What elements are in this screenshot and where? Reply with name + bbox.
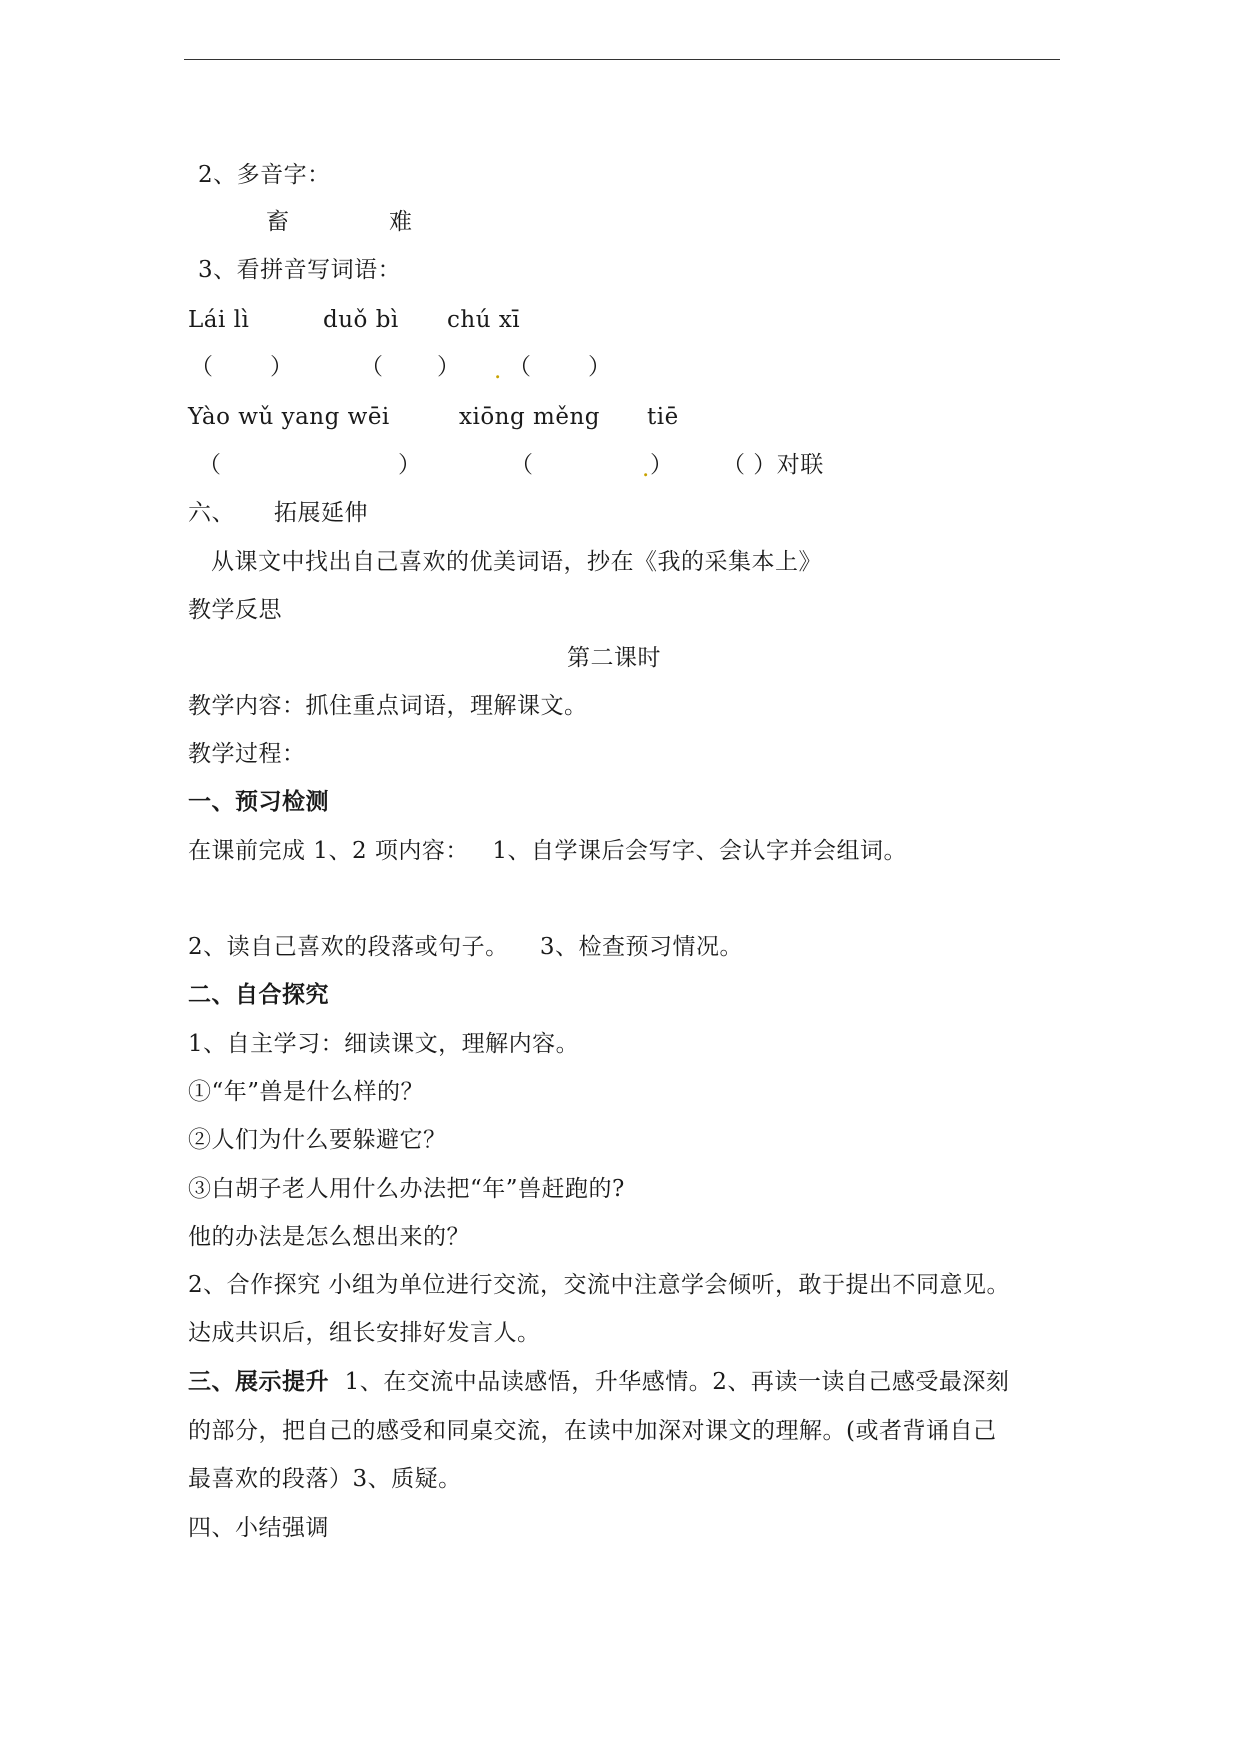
polyphone-heading: 2、多音字： [198,162,331,188]
polyphone-char-1: 畜 [266,209,290,235]
header-rule [184,59,1060,60]
preview-line-1: 在课前完成 1、2 项内容： 1、自学课后会写字、会认字并会组词。 [188,838,907,864]
question-3: ③白胡子老人用什么办法把“年”兽赶跑的? [188,1176,625,1202]
heading-show: 三、展示提升 [188,1368,329,1395]
show-line-3: 最喜欢的段落）3、质疑。 [188,1466,462,1492]
section-6-text: 从课文中找出自己喜欢的优美词语，抄在《我的采集本上》 [211,549,822,575]
stray-dot: . [494,358,502,384]
blank-open: （ [510,452,534,478]
pinyin-5: xiōng měng [459,404,600,430]
cooperation-line-2: 达成共识后，组长安排好发言人。 [188,1320,541,1346]
cooperation-line-1: 2、合作探究 小组为单位进行交流，交流中注意学会倾听，敢于提出不同意见。 [188,1272,1010,1298]
heading-preview-check: 一、预习检测 [188,788,329,815]
blank-close: ） [270,354,294,380]
pinyin-2: duǒ bì [323,307,399,333]
lesson-2-title: 第二课时 [567,645,661,671]
pinyin-1: Lái lì [188,307,250,333]
show-line-1 [188,1367,1009,1397]
section-6-number: 六、 [188,500,235,526]
heading-explore: 二、自合探究 [188,981,329,1008]
self-study: 1、自主学习：细读课文，理解内容。 [188,1031,580,1057]
show-text-1: 1、在交流中品读感悟，升华感情。2、再读一读自己感受最深刻 [329,1369,1010,1395]
blank-open: （ [508,354,532,380]
pinyin-6: tiē [647,404,679,430]
couplet-blank: （ ）对联 [722,452,824,478]
question-4: 他的办法是怎么想出来的？ [188,1224,470,1250]
pinyin-3: chú xī [447,307,521,333]
blank-close: ） [588,354,612,380]
question-2: ②人们为什么要躲避它？ [188,1127,447,1153]
pinyin-heading: 3、看拼音写词语： [198,257,402,283]
teaching-reflection: 教学反思 [188,597,282,623]
blank-open: （ [360,354,384,380]
blank-close: ） [398,452,422,478]
section-6-title: 拓展延伸 [274,500,368,526]
heading-summary: 四、小结强调 [188,1515,329,1541]
pinyin-4: Yào wǔ yang wēi [188,404,390,430]
show-line-2: 的部分，把自己的感受和同桌交流，在读中加深对课文的理解。(或者背诵自己 [188,1418,997,1444]
preview-line-2: 2、读自己喜欢的段落或句子。 3、检查预习情况。 [188,934,744,960]
polyphone-char-2: 难 [389,209,413,235]
question-1: ①“年”兽是什么样的？ [188,1079,425,1105]
blank-close: ） [650,452,674,478]
stray-dot: . [642,456,650,482]
blank-open: （ [198,452,222,478]
blank-open: （ [190,354,214,380]
teaching-process: 教学过程： [188,741,306,767]
blank-close: ） [437,354,461,380]
teaching-content: 教学内容：抓住重点词语，理解课文。 [188,693,588,719]
